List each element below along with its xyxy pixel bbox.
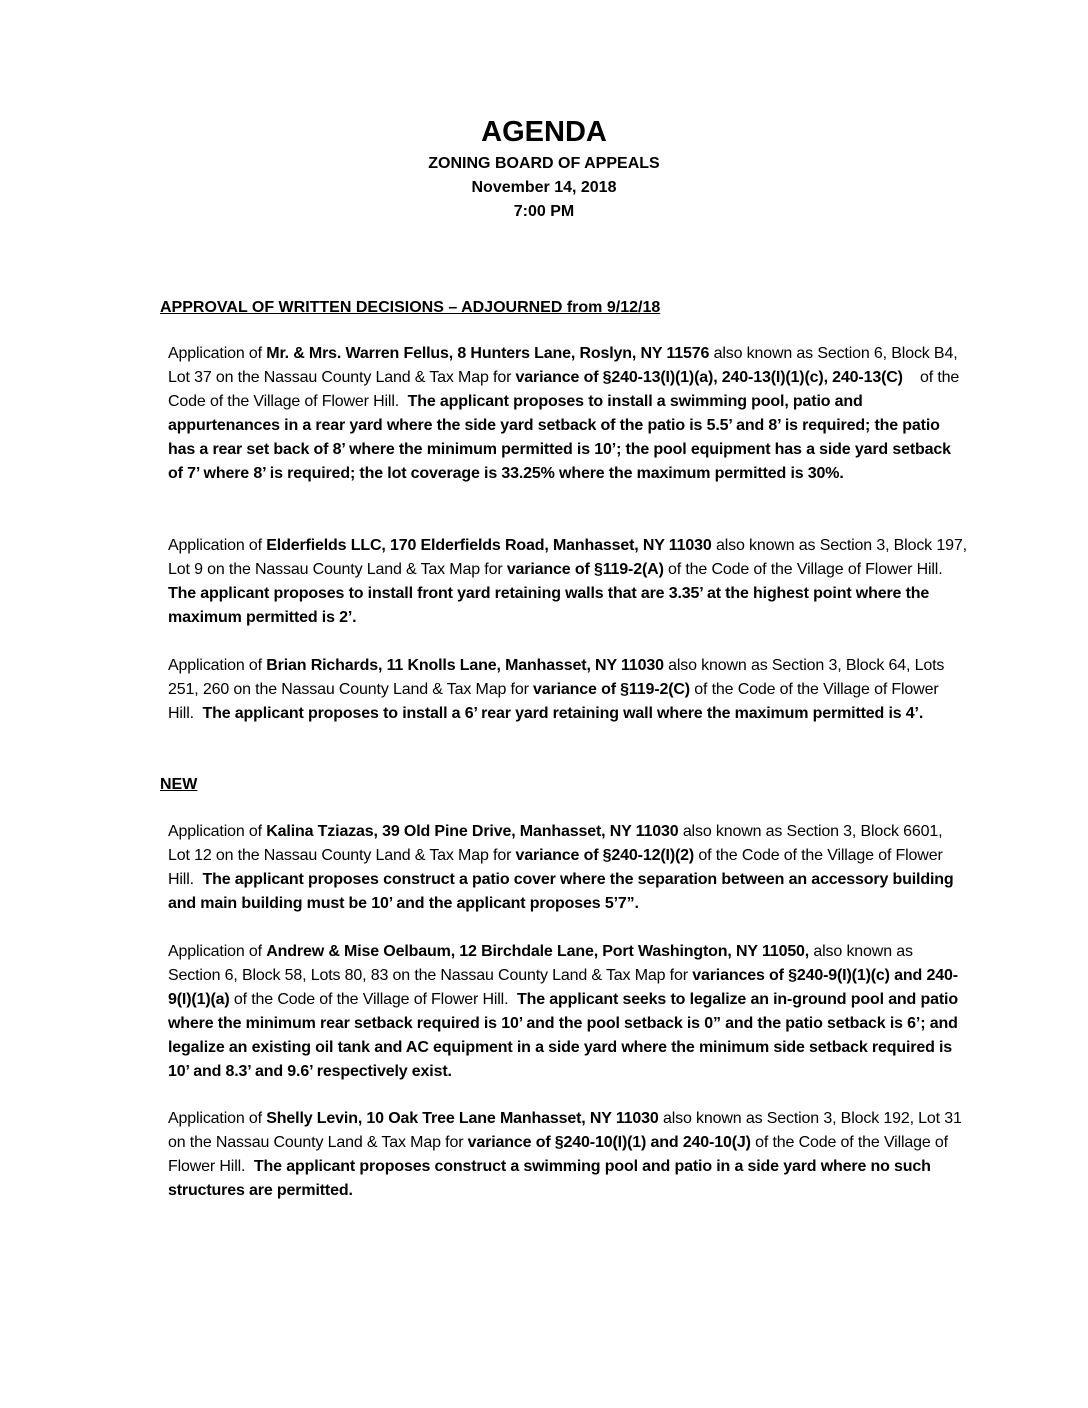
variance-reference: variance of §119-2(C)	[533, 681, 690, 698]
application-fellus	[168, 342, 968, 486]
applicant-name-address: Brian Richards, 11 Knolls Lane, Manhasset, NY 11030	[266, 657, 664, 674]
code-reference: of the Code of the Village of Flower Hill.	[168, 681, 939, 722]
application-elderfields	[168, 534, 968, 630]
board-name: ZONING BOARD OF APPEALS	[428, 155, 660, 172]
property-description: also known as Section 3, Block 192, Lot 31 on the Nassau County Land & Tax Map for	[168, 1110, 962, 1151]
property-description: also known as Section 6, Block B4, Lot 37 on the Nassau County Land & Tax Map for	[168, 345, 958, 386]
application-intro: Application of	[168, 537, 262, 554]
proposal-description: The applicant proposes construct a swimming pool and patio in a side yard where no such structures are permitted.	[168, 1158, 931, 1199]
code-reference: of the Code of the Village of Flower Hill.	[168, 369, 960, 410]
agenda-title: AGENDA	[481, 116, 607, 148]
variance-reference: variance of §240-10(I)(1) and 240-10(J)	[467, 1134, 751, 1151]
proposal-description: The applicant proposes to install front yard retaining walls that are 3.35’ at the highest point where the maximum permitted is 2’.	[168, 585, 930, 626]
applicant-name-address: Kalina Tziazas, 39 Old Pine Drive, Manhasset, NY 11030	[266, 823, 679, 840]
application-levin	[168, 1107, 968, 1203]
application-richards	[168, 654, 968, 726]
proposal-description: The applicant seeks to legalize an in-ground pool and patio where the minimum rear setback required is 10’ and the pool setback is 0” and the patio setback is 6’; and legalize an existing oil tank and AC equipment in a side yard where the minimum side setback required is 10’ and 8.3’ and 9.6’ respectively exist.	[168, 991, 958, 1080]
application-intro: Application of	[168, 823, 262, 840]
applicant-name-address: Elderfields LLC, 170 Elderfields Road, Manhasset, NY 11030	[266, 537, 712, 554]
property-description: also known as Section 6, Block 58, Lots 80, 83 on the Nassau County Land & Tax Map for	[168, 943, 913, 984]
variance-reference: variances of §240-9(I)(1)(c) and 240-9(I)(1)(a)	[168, 967, 958, 1008]
agenda-header	[0, 112, 1088, 224]
proposal-description: The applicant proposes to install a 6’ rear yard retaining wall where the maximum permitted is 4’.	[202, 705, 924, 722]
applicant-name-address: Andrew & Mise Oelbaum, 12 Birchdale Lane, Port Washington, NY 11050,	[266, 943, 810, 960]
section-heading-approval: APPROVAL OF WRITTEN DECISIONS – ADJOURNED from 9/12/18	[160, 299, 661, 316]
variance-reference: variance of §240-12(I)(2)	[515, 847, 695, 864]
applicant-name-address: Shelly Levin, 10 Oak Tree Lane Manhasset, NY 11030	[266, 1110, 659, 1127]
property-description: also known as Section 3, Block 64, Lots 251, 260 on the Nassau County Land & Tax Map for	[168, 657, 945, 698]
variance-reference: variance of §240-13(I)(1)(a), 240-13(I)(1)(c), 240-13(C)	[515, 369, 903, 386]
code-reference: of the Code of the Village of Flower Hill.	[668, 561, 943, 578]
meeting-time: 7:00 PM	[513, 203, 575, 220]
section-heading-new: NEW	[160, 776, 198, 793]
code-reference: of the Code of the Village of Flower Hill.	[168, 847, 943, 888]
property-description: also known as Section 3, Block 6601, Lot 12 on the Nassau County Land & Tax Map for	[168, 823, 943, 864]
application-intro: Application of	[168, 657, 262, 674]
applicant-name-address: Mr. & Mrs. Warren Fellus, 8 Hunters Lane, Roslyn, NY 11576	[266, 345, 710, 362]
application-intro: Application of	[168, 345, 262, 362]
meeting-date: November 14, 2018	[471, 179, 617, 196]
variance-reference: variance of §119-2(A)	[506, 561, 664, 578]
application-oelbaum	[168, 940, 968, 1084]
proposal-description: The applicant proposes to install a swimming pool, patio and appurtenances in a rear yard where the side yard setback of the patio is 5.5’ and 8’ is required; the patio has a rear set back of 8’ where the minimum permitted is 10’; the pool equipment has a side yard setback of 7’ where 8’ is required; the lot coverage is 33.25% where the maximum permitted is 30%.	[168, 393, 951, 482]
code-reference: of the Code of the Village of Flower Hill.	[233, 991, 509, 1008]
property-description: also known as Section 3, Block 197, Lot 9 on the Nassau County Land & Tax Map for	[168, 537, 967, 578]
proposal-description: The applicant proposes construct a patio cover where the separation between an accessory building and main building must be 10’ and the applicant proposes 5’7”.	[168, 871, 954, 912]
application-intro: Application of	[168, 1110, 262, 1127]
code-reference: of the Code of the Village of Flower Hill.	[168, 1134, 948, 1175]
application-intro: Application of	[168, 943, 262, 960]
application-tziazas	[168, 820, 968, 916]
